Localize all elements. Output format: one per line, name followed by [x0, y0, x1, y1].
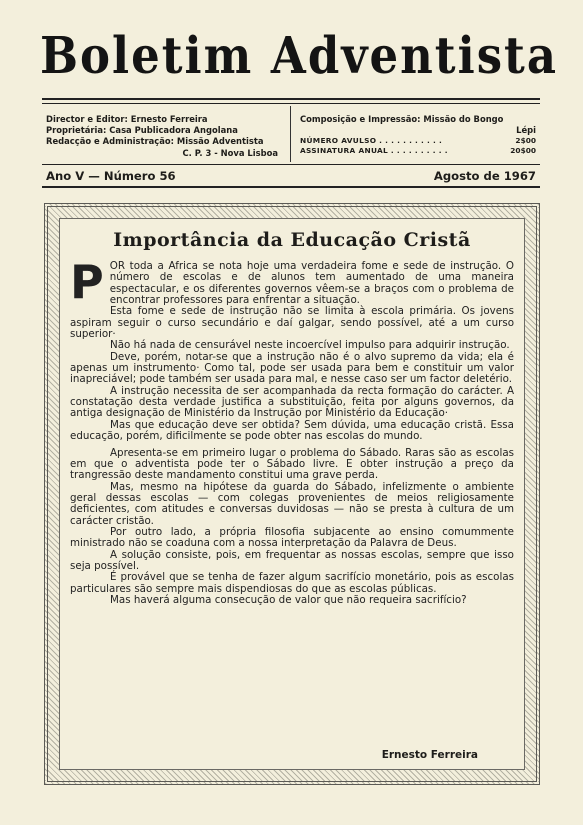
drop-cap: P [70, 255, 104, 309]
administration-line: Redacção e Administração: Missão Adventista [46, 136, 264, 147]
issue-rule-bottom [42, 186, 540, 188]
price-row [300, 136, 536, 146]
article-paragraph: Mas haverá alguma consecução de valor que não requeira sacrifício? [110, 593, 467, 606]
article-paragraph: Esta fome e sede de instrução não se limita à escola primária. Os jovens aspiram seguir o curso secundário e daí galgar, sendo possível, até a um curso superior· [70, 305, 514, 341]
article-paragraph: Mas, mesmo na hipótese da guarda do Sábado, infelizmente o ambiente geral dessas escolas — com colegas provenientes de meios religiosamente deficientes, com atitudes e conversas duvidosas — não se presta à cultura de um carácter cristão. [70, 480, 514, 527]
article-paragraph: Não há nada de censurável neste incoercível impulso para adquirir instrução. [110, 339, 510, 352]
price-value: 20$00 [510, 146, 536, 156]
article-paragraph: Mas que educação deve ser obtida? Sem dúvida, uma educação cristã. Essa educação, porém, dificilmente se pode obter nas escolas do mundo. [70, 418, 514, 443]
composition-place: Lépi [516, 125, 536, 136]
article-paragraph: É provável que se tenha de fazer algum sacrifício monetário, pois as escolas particulares são sempre mais dispendiosas do que as escolas públicas. [70, 571, 514, 595]
article-paragraph: Deve, porém, notar-se que a instrução não é o alvo supremo da vida; ela é apenas um instrumento· Como tal, pode ser usada para bem e constituir um valor inapreciável; pode também ser usada para mal, e nesse caso ser um factor deletério. [70, 350, 514, 386]
article-paragraph [70, 255, 514, 309]
masthead-rule-thin [42, 103, 540, 104]
publisher-info [46, 114, 286, 159]
author-signature: Ernesto Ferreira [381, 749, 478, 761]
masthead-title: Boletim Adventista [40, 26, 558, 86]
info-divider [290, 106, 291, 162]
paragraph-text: OR toda a Africa se nota hoje uma verdadeira fome e sede de instrução. O número de escolas e de alunos tem aumentado de uma maneira espectacular, e os diferentes governos vêem-se a braços com o problema de encontrar professores para enfrentar a situação. [109, 260, 514, 307]
article-frame [44, 203, 540, 785]
price-label: ASSINATURA ANUAL . . . . . . . . . . [300, 146, 448, 156]
printing-info [300, 114, 536, 156]
article-title: Importância da Educação Cristã [113, 229, 471, 251]
owner-line: Proprietária: Casa Publicadora Angolana [46, 125, 238, 136]
article-paragraph: A instrução necessita de ser acompanhada da recta formação do carácter. A constatação desta verdade justifica a substituição, feita por alguns governos, da antiga designação de Ministério da Instrução por Ministério da Educação· [70, 384, 514, 420]
price-label: NÚMERO AVULSO . . . . . . . . . . . [300, 136, 443, 146]
article-body [70, 255, 514, 606]
director-line: Director e Editor: Ernesto Ferreira [46, 114, 208, 124]
article-paragraph: A solução consiste, pois, em frequentar as nossas escolas, sempre que isso seja possível. [70, 548, 514, 572]
issue-volume: Ano V — Número 56 [46, 169, 176, 183]
issue-line [46, 169, 536, 183]
issue-rule-top [42, 164, 540, 165]
article-paragraph: Apresenta-se em primeiro lugar o problema do Sábado. Raras são as escolas em que o adventista pode ter o Sábado livre. E obter instrução a preço da trangressão deste mandamento constitui uma grave perda. [70, 446, 514, 482]
price-value: 2$00 [515, 136, 536, 146]
article-box [59, 218, 525, 770]
price-row [300, 146, 536, 156]
composition-line: Composição e Impressão: Missão do Bongo [300, 114, 504, 124]
masthead-rule-top [42, 98, 540, 100]
article-paragraph: Por outro lado, a própria filosofia subjacente ao ensino comummente ministrado não se coaduna com a nossa interpretação da Palavra de Deus. [70, 525, 514, 550]
issue-date: Agosto de 1967 [433, 169, 536, 183]
address-line: C. P. 3 - Nova Lisboa [182, 147, 278, 158]
